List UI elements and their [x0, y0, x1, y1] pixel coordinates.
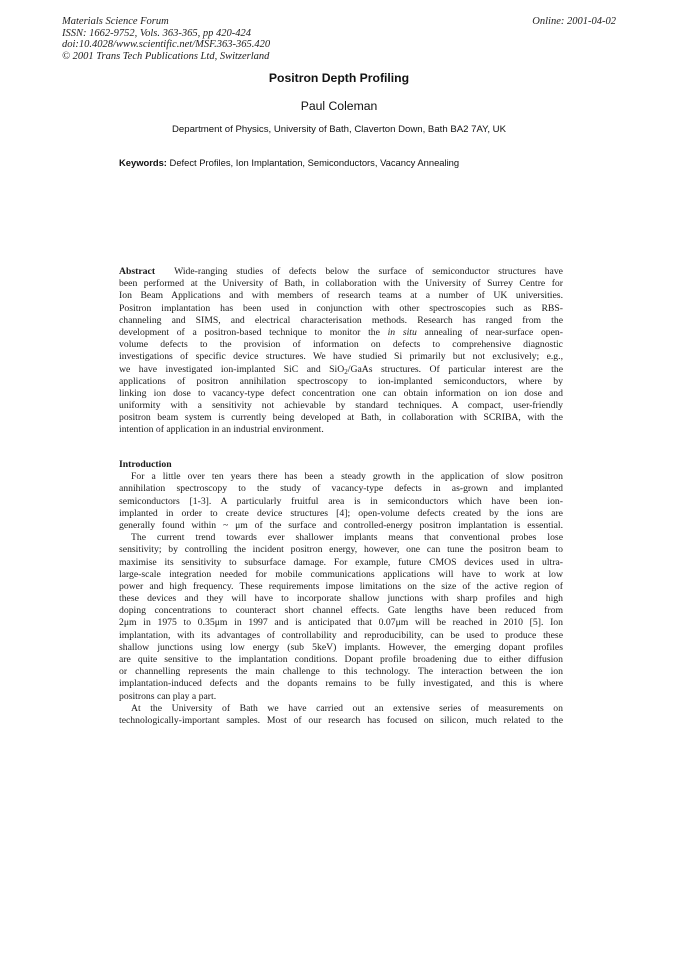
introduction-heading: Introduction [119, 459, 172, 470]
abstract-line: been performed at the University of Bath, in collaboration with the University of Surrey Centre for [119, 278, 563, 290]
abstract-section [119, 266, 563, 437]
intro-line: implantation, with its advantages of controllability and reproducibility, can be used to produce these [119, 629, 563, 641]
keywords-line [119, 157, 459, 168]
intro-line: For a little over ten years there has been a steady growth in the application of slow positron [131, 471, 563, 483]
abstract-line: linking ion dose to vacancy-type defect concentration one can obtain information on ion dose and [119, 387, 563, 399]
intro-line: power and high frequency. These requirements impose limitations on the size of the active region of [119, 580, 563, 592]
online-date: Online: 2001-04-02 [532, 16, 616, 27]
doi-line: doi:10.4028/www.scientific.net/MSF.363-365.420 [62, 39, 271, 51]
abstract-text: Wide-ranging studies of defects below the surface of semiconductor structures have [174, 266, 563, 277]
journal-name: Materials Science Forum [62, 16, 169, 27]
abstract-line [119, 327, 563, 339]
intro-line: 2μm in 1975 to 0.35μm in 1997 and is anticipated that 0.07μm will be reached in 2010 [5]. Ion [119, 617, 563, 629]
intro-line: these devices and they will have to incorporate shallow junctions with sharp profiles and high [119, 593, 563, 605]
abstract-line: uniformity with a sensitivity not achievable by standard techniques. A compact, user-friendly [119, 400, 563, 412]
intro-line: doping concentrations to counteract short channel effects. Gate lengths have been reduced from [119, 605, 563, 617]
abstract-text: /GaAs structures. Of particular interest are the [347, 363, 563, 375]
keywords-text: Defect Profiles, Ion Implantation, Semiconductors, Vacancy Annealing [169, 157, 460, 168]
intro-line: shallow junctions using low energy (sub 5keV) implants. However, the emerging dopant profiles [119, 641, 563, 653]
author-name: Paul Coleman [300, 99, 378, 113]
intro-line: semiconductors [1-3]. A particularly fruitful area is in semiconductors which have been ion- [119, 495, 563, 507]
issn-line: ISSN: 1662-9752, Vols. 363-365, pp 420-424 [62, 27, 251, 39]
abstract-line: Ion Beam Applications and with members of research teams at a number of UK universities. [119, 290, 563, 302]
abstract-line [119, 364, 563, 376]
intro-line: At the University of Bath we have carried out an extensive series of measurements on [131, 702, 563, 714]
abstract-line: investigations of specific device structures. We have studied Si primarily but not exclusively; e.g., [119, 351, 563, 363]
paper-title: Positron Depth Profiling [268, 71, 410, 85]
copyright-line: © 2001 Trans Tech Publications Ltd, Switzerland [62, 50, 270, 62]
abstract-line: applications of positron annihilation spectroscopy to ion-implanted semiconductors, where by [119, 375, 563, 387]
intro-line: large-scale integration needed for mobile communications applications will have to work at low [119, 568, 563, 580]
abstract-text: annealing of near-surface open- [424, 326, 564, 338]
intro-line: implanted in order to create device structures [4]; open-volume defects created by the ions are [119, 507, 563, 519]
intro-line: positrons can play a part. [119, 690, 217, 702]
abstract-subscript: 2 [344, 367, 348, 376]
abstract-italic: in situ [387, 326, 417, 338]
intro-line: are quite sensitive to the implantation conditions. Dopant profile broadening due to either diffusion [119, 654, 563, 665]
intro-line: maximise its sensitivity to subsurface damage. For example, future CMOS devices used in ultra- [119, 556, 563, 568]
keywords-label: Keywords: [119, 157, 167, 168]
abstract-line: Positron implantation has been used in conjunction with other spectroscopies such as RBS- [119, 302, 563, 314]
abstract-text: development of a positron-based technique to monitor the [119, 326, 380, 338]
abstract-line: volume defects to the provision of information on defects to comprehensive diagnostic [119, 339, 563, 351]
intro-line: annihilation spectroscopy to the study of vacancy-type defects in as-grown and implanted [119, 483, 563, 495]
journal-header [62, 16, 270, 62]
intro-line: technologically-important samples. Most of our research has focused on silicon, much related to the [119, 714, 563, 726]
abstract-line: intention of application in an industrial environment. [119, 424, 324, 436]
intro-line: implantation-induced defects and the dopants remains to be fully investigated, and this is where [119, 678, 563, 690]
intro-line: or channelling represents the main challenge to this technology. The interaction between the ion [119, 666, 563, 678]
author-affiliation: Department of Physics, University of Bath, Claverton Down, Bath BA2 7AY, UK [172, 124, 506, 135]
abstract-line: positron beam system is currently being developed at Bath, in collaboration with SCRIBA, with the [119, 412, 563, 424]
abstract-label: Abstract [119, 266, 156, 277]
introduction-section [119, 459, 563, 727]
intro-line: sensitivity; by controlling the incident positron energy, however, one can tune the positron beam to [119, 544, 563, 556]
abstract-text: we have investigated ion-implanted SiC and SiO [119, 363, 345, 375]
abstract-line: channeling and SIMS, and electrical characterisation methods. Research has ranged from the [119, 314, 563, 326]
abstract-line [119, 266, 563, 278]
intro-line: generally found within ~ μm of the surface and controlled-energy positron implantation is essential. [119, 519, 563, 531]
intro-line: The current trend towards ever shallower implants means that conventional probes lose [131, 532, 563, 544]
